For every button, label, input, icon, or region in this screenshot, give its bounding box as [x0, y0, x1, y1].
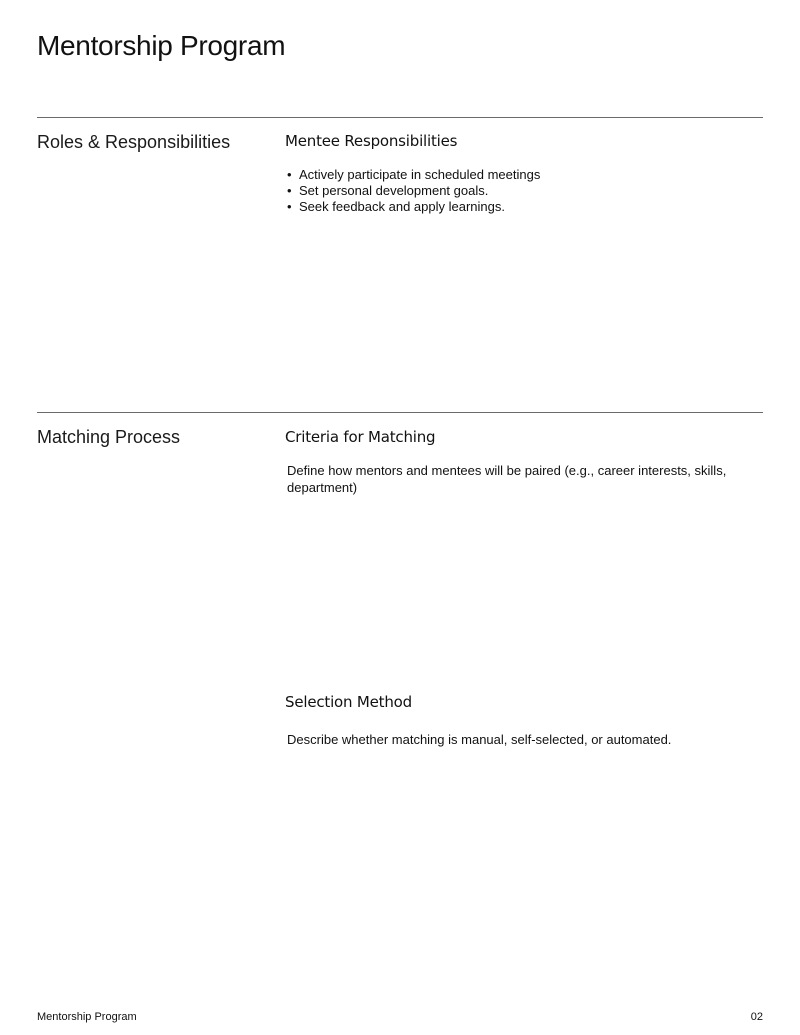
page-number: 02 [750, 1011, 763, 1023]
section-divider [37, 117, 763, 118]
selection-method-description: Describe whether matching is manual, self-selected, or automated. [287, 732, 672, 747]
subheading-criteria-for-matching: Criteria for Matching [285, 428, 436, 446]
list-item: • Actively participate in scheduled meetings [287, 167, 540, 183]
list-item: • Set personal development goals. [287, 183, 540, 199]
criteria-description: Define how mentors and mentees will be paired (e.g., career interests, skills, department) [287, 463, 727, 495]
section-label-matching: Matching Process [37, 427, 181, 447]
page-title: Mentorship Program [37, 30, 286, 61]
mentee-responsibilities-list [287, 167, 540, 215]
list-item: • Seek feedback and apply learnings. [287, 199, 540, 215]
footer-title: Mentorship Program [37, 1011, 137, 1023]
subheading-mentee-responsibilities: Mentee Responsibilities [285, 132, 458, 150]
section-divider [37, 412, 763, 413]
section-label-roles: Roles & Responsibilities [37, 132, 231, 152]
subheading-selection-method: Selection Method [285, 693, 412, 711]
